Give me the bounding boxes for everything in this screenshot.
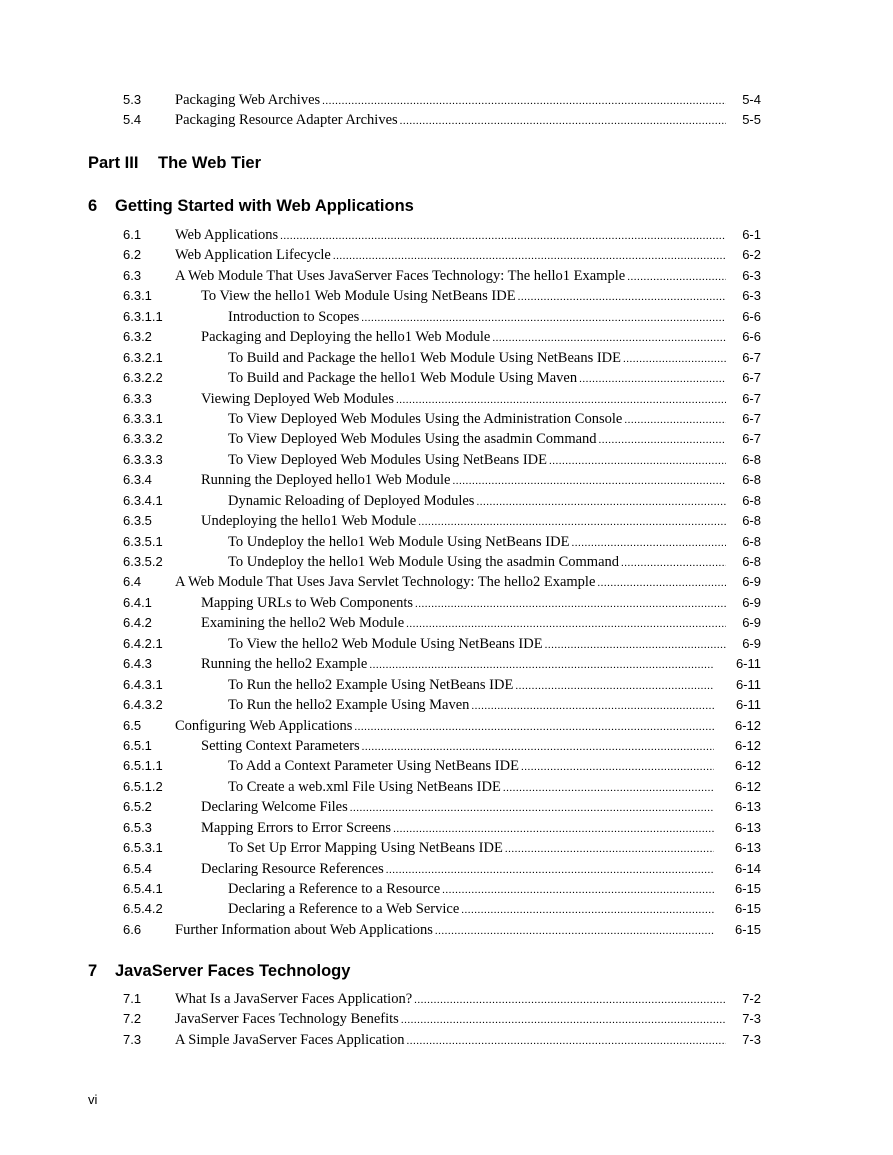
toc-entry-link[interactable] [175,572,730,593]
toc-entry[interactable] [0,225,893,245]
page-number-footer: vi [88,1092,98,1107]
toc-entry[interactable] [0,307,893,327]
dot-leader [505,839,714,859]
toc-entry-number: 6.3.3.3 [123,451,163,467]
toc-entry[interactable] [0,389,893,409]
dot-leader [545,635,726,655]
toc-entry-link[interactable] [201,511,730,532]
toc-entry-title: To Undeploy the hello1 Web Module Using NetBeans IDE [228,533,570,550]
toc-entry[interactable] [0,245,893,265]
toc-entry-number: 6.3.3.1 [123,410,163,426]
dot-leader [435,921,714,941]
toc-entry-title: To View the hello1 Web Module Using NetBeans IDE [201,288,516,305]
toc-entry-number: 6.5.4.1 [123,881,163,896]
toc-entry-title: Undeploying the hello1 Web Module [201,513,417,530]
toc-entry[interactable] [0,736,893,756]
toc-entry[interactable] [0,859,893,879]
toc-entry-link[interactable] [201,286,730,307]
toc-entry-title: To Set Up Error Mapping Using NetBeans IDE [228,840,503,857]
part-heading [88,152,261,174]
dot-leader [597,573,726,593]
dot-leader [407,1031,726,1051]
toc-entry[interactable] [0,989,893,1009]
dot-leader [350,798,714,818]
toc-entry[interactable] [0,368,893,388]
toc-entry-page: 6-12 [734,737,761,753]
toc-entry-title: JavaServer Faces Technology Benefits [175,1011,399,1028]
toc-entry-title: Mapping URLs to Web Components [201,594,414,611]
toc-entry-title: Running the Deployed hello1 Web Module [201,472,451,489]
toc-entry[interactable] [0,593,893,613]
toc-entry-number: 6.4 [123,574,142,590]
toc-entry-title: Packaging and Deploying the hello1 Web Module [201,329,491,346]
dot-leader [362,737,714,757]
toc-entry-title: Declaring Welcome Files [201,799,348,816]
toc-entry-link[interactable] [175,110,730,131]
toc-entry[interactable] [0,409,893,429]
toc-entry-title: Examining the hello2 Web Module [201,615,405,632]
toc-entry-link[interactable] [228,348,730,369]
toc-entry-title: Dynamic Reloading of Deployed Modules [228,492,475,509]
toc-entry-title: Introduction to Scopes [228,308,360,325]
toc-entry[interactable] [0,838,893,858]
toc-entry-link[interactable] [175,245,730,266]
dot-leader [492,328,726,348]
toc-entry-link[interactable] [228,429,730,450]
toc-entry-link[interactable] [228,838,718,859]
toc-entry-number: 6.1 [123,227,142,242]
toc-entry-number: 6.3.2.1 [123,349,163,365]
dot-leader [415,594,726,614]
toc-entry[interactable] [0,716,893,736]
dot-leader [476,492,726,512]
toc-entry-link[interactable] [175,90,730,111]
toc-entry-link[interactable] [228,552,730,573]
dot-leader [333,246,726,266]
toc-entry-page: 6-13 [734,799,761,815]
toc-entry-number: 6.3.5 [123,513,152,529]
toc-entry[interactable] [0,90,893,110]
toc-entry-number: 7.2 [123,1011,142,1027]
toc-entry-number: 6.4.2.1 [123,635,163,651]
toc-entry-number: 6.4.3.1 [123,676,163,692]
toc-entry-number: 6.3.5.2 [123,554,163,569]
dot-leader [521,757,714,777]
toc-entry-title: Setting Context Parameters [201,737,360,754]
toc-entry-title: Further Information about Web Applications [175,921,433,938]
toc-entry-number: 6.3.5.1 [123,533,163,549]
toc-entry-link[interactable] [175,1009,730,1030]
toc-entry-page: 6-7 [742,431,761,447]
toc-entry-link[interactable] [228,756,718,777]
toc-entry-title: To Run the hello2 Example Using Maven [228,697,470,714]
dot-leader [624,410,726,430]
dot-leader [322,91,726,111]
toc-entry-title: A Simple JavaServer Faces Application [175,1031,405,1048]
toc-entry-page: 6-14 [734,860,761,876]
toc-entry[interactable] [0,572,893,592]
toc-entry-title: Declaring Resource References [201,860,384,877]
toc-entry-number: 6.4.3.2 [123,697,163,713]
toc-entry-page: 6-7 [742,370,761,386]
toc-entry-title: A Web Module That Uses Java Servlet Technology: The hello2 Example [175,574,596,591]
toc-entry-link[interactable] [175,266,730,287]
dot-leader [354,717,714,737]
dot-leader [396,390,726,410]
toc-entry-number: 6.5.3 [123,819,152,835]
toc-entry[interactable] [0,797,893,817]
toc-entry[interactable] [0,470,893,490]
toc-entry[interactable] [0,327,893,347]
toc-entry[interactable] [0,511,893,531]
toc-entry-page: 6-13 [734,819,761,835]
toc-entry-number: 7.3 [123,1031,142,1047]
chapter-number: 6 [88,197,98,215]
toc-entry-page: 6-8 [742,533,761,549]
toc-entry-title: To View Deployed Web Modules Using the asadmin Command [228,431,597,448]
toc-entry[interactable] [0,266,893,286]
chapter-title: Getting Started with Web Applications [115,197,414,215]
toc-entry-link[interactable] [201,470,730,491]
toc-entry[interactable] [0,532,893,552]
toc-entry-title: To Add a Context Parameter Using NetBeans IDE [228,758,519,775]
toc-entry-page: 7-2 [742,991,761,1006]
toc-entry-page: 5-4 [742,92,761,107]
dot-leader [369,655,714,675]
toc-entry[interactable] [0,1009,893,1029]
toc-entry-number: 6.3.1.1 [123,308,163,324]
toc-entry-number: 6.5.3.1 [123,840,163,856]
toc-entry-link[interactable] [201,818,718,839]
toc-entry-title: To Build and Package the hello1 Web Module Using NetBeans IDE [228,349,622,366]
dot-leader [627,267,726,287]
toc-entry[interactable] [0,756,893,776]
toc-entry-number: 6.3 [123,267,142,283]
toc-entry-number: 6.3.3.2 [123,431,163,447]
toc-entry-link[interactable] [228,879,718,900]
dot-leader [579,369,726,389]
toc-entry-page: 6-9 [742,635,761,651]
part-title: The Web Tier [158,154,261,172]
toc-entry[interactable] [0,429,893,449]
toc-entry-number: 6.3.2 [123,329,152,345]
dot-leader [599,430,726,450]
toc-entry-title: Viewing Deployed Web Modules [201,390,395,407]
chapter-heading-6[interactable] [88,195,414,217]
dot-leader [621,553,726,573]
toc-entry-page: 7-3 [742,1031,761,1047]
toc-entry-number: 6.3.2.2 [123,370,163,386]
toc-entry-page: 6-8 [742,472,761,488]
toc-entry-link[interactable] [228,899,718,920]
toc-section-chapter5-tail [0,90,893,131]
toc-entry-page: 7-3 [742,1011,761,1027]
toc-entry-number: 6.5.1.2 [123,778,163,794]
toc-entry-number: 6.5 [123,717,142,733]
toc-entry-page: 5-5 [742,112,761,128]
chapter-title: JavaServer Faces Technology [115,962,351,980]
toc-entry-link[interactable] [228,409,730,430]
toc-entry-title: Mapping Errors to Error Screens [201,819,392,836]
toc-entry-link[interactable] [175,989,730,1010]
toc-entry-title: A Web Module That Uses JavaServer Faces Technology: The hello1 Example [175,267,626,284]
toc-entry-link[interactable] [201,389,730,410]
dot-leader [406,614,726,634]
toc-entry-page: 6-15 [734,881,761,896]
toc-entry-page: 6-6 [742,308,761,324]
dot-leader [393,819,714,839]
toc-entry-title: To Create a web.xml File Using NetBeans IDE [228,778,501,795]
toc-entry[interactable] [0,777,893,797]
toc-entry-title: To View the hello2 Web Module Using NetBeans IDE [228,635,543,652]
toc-entry-link[interactable] [201,859,718,880]
toc-entry-title: What Is a JavaServer Faces Application? [175,991,413,1007]
toc-entry-link[interactable] [201,613,730,634]
toc-entry-title: Declaring a Reference to a Web Service [228,901,460,918]
toc-entry-number: 7.1 [123,991,142,1006]
dot-leader [386,860,714,880]
toc-entry-title: Packaging Web Archives [175,92,321,108]
toc-entry-number: 5.4 [123,112,142,128]
toc-section-chapter7 [0,989,893,1050]
toc-entry-number: 6.5.1 [123,737,152,753]
toc-entry-link[interactable] [228,307,730,328]
toc-entry-page: 6-9 [742,615,761,631]
toc-entry-number: 5.3 [123,92,142,107]
toc-entry-title: Running the hello2 Example [201,656,368,673]
chapter-number: 7 [88,962,98,980]
toc-entry-link[interactable] [228,777,718,798]
toc-entry-link[interactable] [175,920,718,941]
dot-leader [461,900,714,920]
dot-leader [400,111,726,131]
toc-entry-link[interactable] [175,716,718,737]
toc-entry-page: 6-15 [734,901,761,917]
toc-entry-page: 6-11 [735,676,761,692]
dot-leader [549,451,726,471]
toc-entry[interactable] [0,286,893,306]
toc-entry-page: 6-3 [742,267,761,283]
toc-entry-link[interactable] [175,1030,730,1051]
toc-entry-page: 6-12 [734,778,761,794]
toc-entry[interactable] [0,634,893,654]
dot-leader [361,308,726,328]
toc-entry-title: Configuring Web Applications [175,717,353,734]
toc-entry-link[interactable] [175,225,730,246]
toc-entry-title: To Undeploy the hello1 Web Module Using the asadmin Command [228,554,620,570]
toc-entry[interactable] [0,450,893,470]
dot-leader [280,226,726,246]
toc-entry-link[interactable] [228,368,730,389]
toc-entry[interactable] [0,818,893,838]
toc-entry-link[interactable] [228,695,718,716]
toc-entry-link[interactable] [228,634,730,655]
toc-entry-page: 6-7 [742,390,761,406]
toc-entry-title: Packaging Resource Adapter Archives [175,112,398,129]
dot-leader [401,1010,726,1030]
toc-entry-link[interactable] [228,450,730,471]
toc-entry-title: To Run the hello2 Example Using NetBeans IDE [228,676,514,693]
dot-leader [515,676,714,696]
toc-entry-page: 6-8 [742,513,761,529]
toc-entry-number: 6.3.3 [123,390,152,406]
chapter-heading-7[interactable] [88,960,350,982]
toc-entry[interactable] [0,899,893,919]
dot-leader [442,880,714,900]
toc-entry[interactable] [0,1030,893,1050]
toc-entry[interactable] [0,675,893,695]
toc-entry-title: To View Deployed Web Modules Using NetBeans IDE [228,451,547,468]
toc-entry-title: Web Applications [175,227,279,243]
toc-entry-page: 6-3 [742,288,761,304]
toc-entry-page: 6-15 [734,921,761,937]
toc-entry-number: 6.2 [123,247,142,263]
toc-entry-title: Declaring a Reference to a Resource [228,881,441,897]
toc-entry-page: 6-8 [742,451,761,467]
toc-entry-page: 6-11 [735,697,761,713]
toc-entry-link[interactable] [228,675,718,696]
toc-entry-page: 6-8 [742,554,761,569]
toc-entry[interactable] [0,654,893,674]
toc-entry-title: To Build and Package the hello1 Web Module Using Maven [228,370,578,387]
dot-leader [518,287,726,307]
toc-entry-number: 6.5.2 [123,799,152,815]
toc-entry[interactable] [0,491,893,511]
toc-entry[interactable] [0,613,893,633]
toc-entry[interactable] [0,920,893,940]
toc-entry-link[interactable] [201,327,730,348]
toc-entry-page: 6-1 [742,227,761,242]
dot-leader [503,778,714,798]
toc-entry-number: 6.4.2 [123,615,152,631]
dot-leader [452,471,726,491]
toc-entry-page: 6-12 [734,717,761,733]
toc-entry-number: 6.5.4 [123,860,152,876]
toc-entry-page: 6-12 [734,758,761,774]
toc-entry-number: 6.5.4.2 [123,901,163,917]
toc-entry-page: 6-7 [742,349,761,365]
toc-entry[interactable] [0,348,893,368]
toc-entry-page: 6-13 [734,840,761,856]
toc-entry-number: 6.4.1 [123,594,152,610]
toc-entry-title: Web Application Lifecycle [175,247,331,264]
toc-entry-page: 6-6 [742,329,761,345]
toc-entry-page: 6-9 [742,574,761,590]
toc-entry-number: 6.6 [123,921,142,937]
toc-entry[interactable] [0,552,893,572]
toc-entry-number: 6.3.4 [123,472,152,488]
dot-leader [418,512,726,532]
toc-entry-number: 6.3.4.1 [123,492,163,508]
toc-entry-link[interactable] [201,736,718,757]
toc-entry-page: 6-8 [742,492,761,508]
toc-entry-title: To View Deployed Web Modules Using the Administration Console [228,410,623,427]
toc-entry-link[interactable] [228,491,730,512]
toc-entry[interactable] [0,110,893,130]
toc-entry[interactable] [0,695,893,715]
dot-leader [571,533,726,553]
toc-entry-link[interactable] [228,532,730,553]
toc-entry-number: 6.3.1 [123,288,152,304]
part-label: Part III [88,154,139,172]
toc-entry-page: 6-2 [742,247,761,263]
toc-entry[interactable] [0,879,893,899]
toc-entry-link[interactable] [201,654,718,675]
toc-entry-number: 6.5.1.1 [123,758,163,774]
toc-entry-number: 6.4.3 [123,656,152,672]
dot-leader [471,696,714,716]
dot-leader [414,990,726,1010]
toc-entry-page: 6-7 [742,410,761,426]
toc-section-chapter6 [0,225,893,940]
toc-entry-page: 6-11 [735,656,761,672]
toc-entry-link[interactable] [201,593,730,614]
dot-leader [623,349,726,369]
toc-entry-link[interactable] [201,797,718,818]
toc-entry-page: 6-9 [742,594,761,610]
